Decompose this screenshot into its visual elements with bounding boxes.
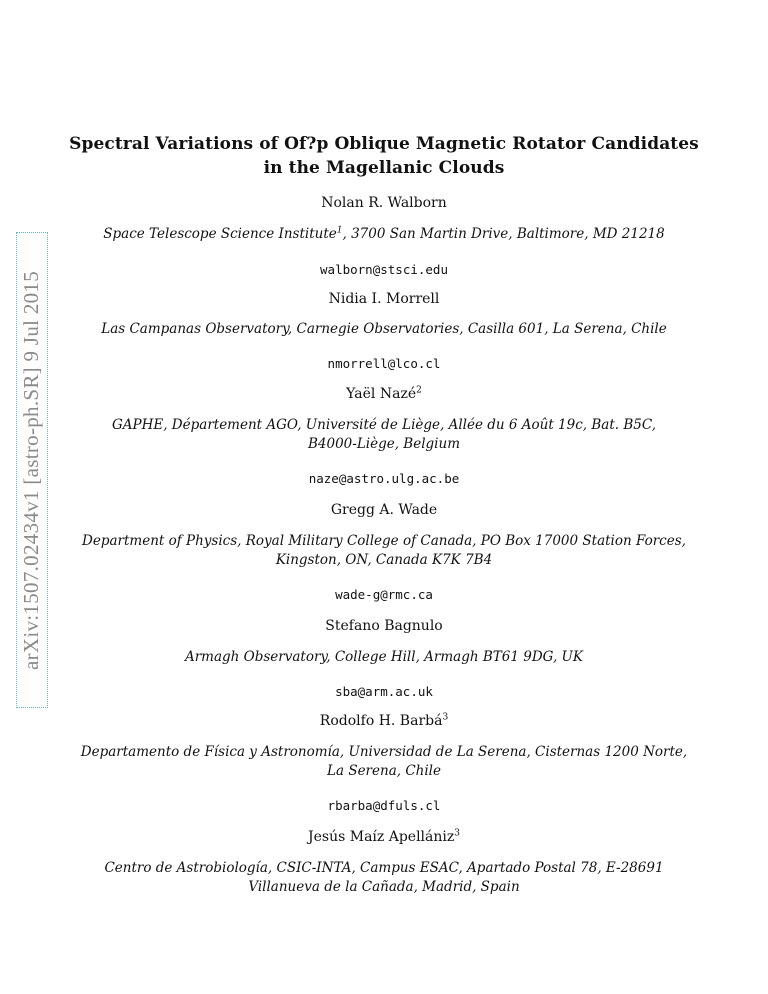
- paper-title: [60, 132, 708, 180]
- author-affiliation: Department of Physics, Royal Military College of Canada, PO Box 17000 Station Forces, Kingston, ON, Canada K7K 7B4: [82, 533, 686, 568]
- author-email[interactable]: nmorrell@lco.cl: [327, 356, 441, 371]
- author-name: Stefano Bagnulo: [325, 618, 443, 634]
- author-affiliation: Las Campanas Observatory, Carnegie Observatories, Casilla 601, La Serena, Chile: [101, 321, 667, 337]
- author-affiliation: Departamento de Física y Astronomía, Universidad de La Serena, Cisternas 1200 Norte, La Serena, Chile: [80, 744, 688, 779]
- author-name: Nidia I. Morrell: [328, 291, 440, 307]
- author-email[interactable]: sba@arm.ac.uk: [335, 684, 433, 699]
- author-name: Nolan R. Walborn: [321, 195, 447, 211]
- author-name: Jesús Maíz Apellániz$^3$: [308, 828, 460, 845]
- title-line-1: Spectral Variations of Of?p Oblique Magnetic Rotator Candidates: [69, 134, 699, 154]
- author-email[interactable]: walborn@stsci.edu: [320, 262, 448, 277]
- arxiv-identifier-stamp: [16, 232, 48, 708]
- author-affiliation: Space Telescope Science Institute$^1$, 3700 San Martin Drive, Baltimore, MD 21218: [103, 225, 665, 242]
- title-line-2: in the Magellanic Clouds: [263, 158, 505, 178]
- author-name: Yaël Nazé$^2$: [346, 385, 422, 402]
- author-email[interactable]: rbarba@dfuls.cl: [327, 798, 441, 813]
- arxiv-identifier: arXiv:1507.02434v1 [astro-ph.SR] 9 Jul 2015: [19, 270, 44, 670]
- author-email[interactable]: naze@astro.ulg.ac.be: [308, 471, 460, 486]
- author-affiliation: Centro de Astrobiología, CSIC-INTA, Campus ESAC, Apartado Postal 78, E-28691 Villanueva de la Cañada, Madrid, Spain: [104, 860, 664, 895]
- author-name: Gregg A. Wade: [330, 502, 438, 518]
- author-name: Rodolfo H. Barbá$^3$: [319, 712, 449, 729]
- author-affiliation: GAPHE, Département AGO, Université de Liège, Allée du 6 Août 19c, Bat. B5C, B4000-Liège, Belgium: [111, 417, 656, 452]
- author-email[interactable]: wade-g@rmc.ca: [335, 587, 433, 602]
- author-affiliation: Armagh Observatory, College Hill, Armagh BT61 9DG, UK: [184, 649, 583, 665]
